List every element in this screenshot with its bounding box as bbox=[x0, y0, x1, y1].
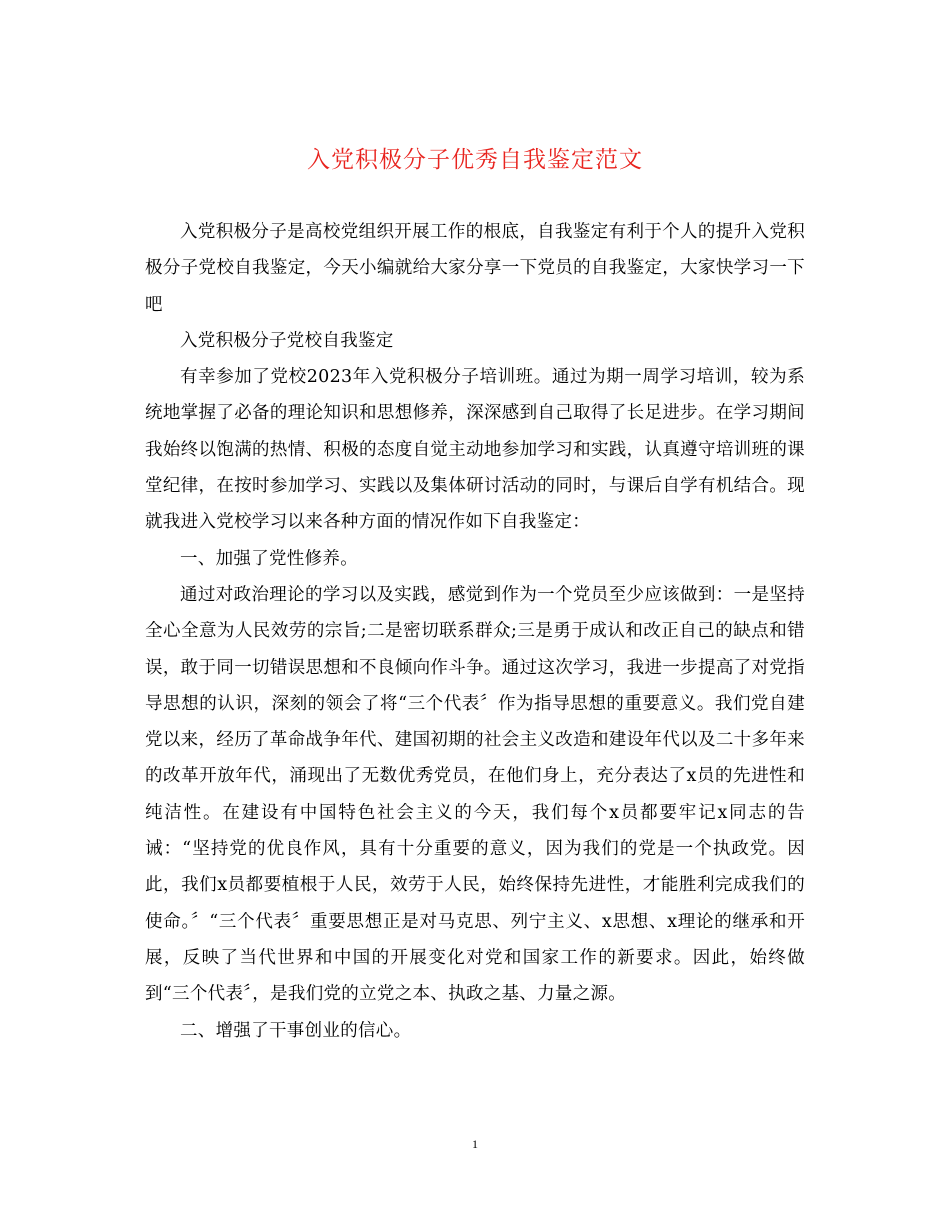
subheading-2: 二、增强了干事创业的信心。 bbox=[180, 1020, 412, 1041]
paragraph-body: 有幸参加了党校2023年入党积极分子培训班。通过为期一周学习培训，较为系统地掌握了必备的理论知识和思想修养，深深感到自己取得了长足进步。在学习期间我始终以饱满的热情、积极的态度自觉主动地参加学习和实践，认真遵守培训班的课堂纪律，在按时参加学习、实践以及集体研讨活动的同时，与课后自学有机结合。现就我进入党校学习以来各种方面的情况作如下自我鉴定： bbox=[145, 367, 805, 533]
paragraph-body: 通过对政治理论的学习以及实践，感觉到作为一个党员至少应该做到：一是坚持全心全意为人民效劳的宗旨;二是密切联系群众;三是勇于成认和改正自己的缺点和错误，敢于同一切错误思想和不良倾向作斗争。通过这次学习，我进一步提高了对党指导思想的认识，深刻的领会了将“三个代表〞作为指导思想的重要意义。我们党自建党以来，经历了革命战争年代、建国初期的社会主义改造和建设年代以及二十多年来的改革开放年代，涌现出了无数优秀党员，在他们身上，充分表达了x员的先进性和纯洁性。在建设有中国特色社会主义的今天，我们每个x员都要牢记x同志的告诫：“坚持党的优良作风，具有十分重要的意义，因为我们的党是一个执政党。因此，我们x员都要植根于人民，效劳于人民，始终保持先进性，才能胜利完成我们的使命。〞“三个代表〞重要思想正是对马克思、列宁主义、x思想、x理论的继承和开展，反映了当代世界和中国的开展变化对党和国家工作的新要求。因此，始终做到“三个代表〞，是我们党的立党之本、执政之基、力量之源。 bbox=[145, 584, 805, 1005]
paragraph-intro: 入党积极分子是高校党组织开展工作的根底，自我鉴定有利于个人的提升入党积极分子党校自我鉴定，今天小编就给大家分享一下党员的自我鉴定，大家快学习一下吧 bbox=[145, 222, 805, 315]
document-title: 入党积极分子优秀自我鉴定范文 bbox=[307, 147, 643, 173]
page-number: 1 bbox=[472, 1137, 478, 1151]
document-body bbox=[145, 214, 805, 1049]
section-heading: 入党积极分子党校自我鉴定 bbox=[180, 330, 394, 351]
subheading-1: 一、加强了党性修养。 bbox=[180, 548, 358, 569]
